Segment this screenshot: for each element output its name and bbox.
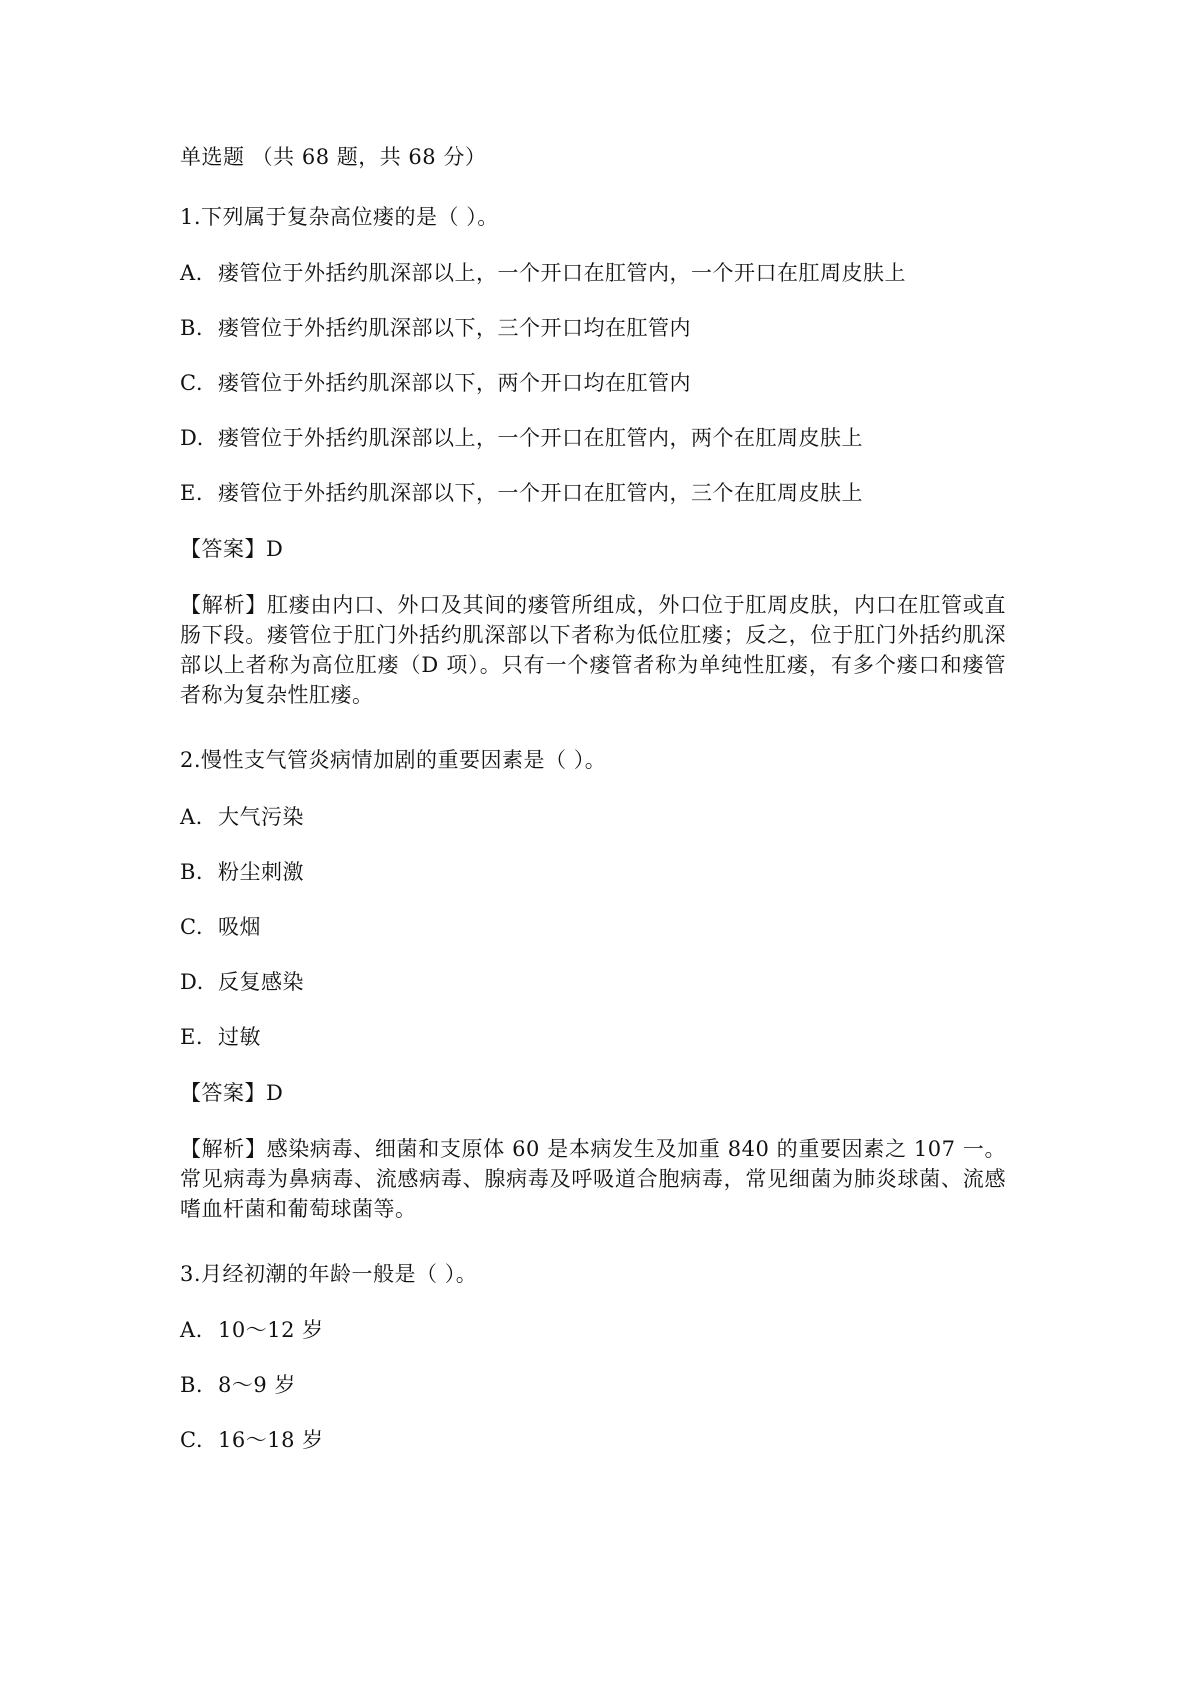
option-row bbox=[180, 857, 304, 887]
answer-line: 【答案】D bbox=[180, 1081, 284, 1105]
option-text: 反复感染 bbox=[218, 970, 304, 994]
option-letter: D. bbox=[180, 426, 204, 450]
option-letter: A. bbox=[180, 1318, 203, 1342]
explanation-paragraph: 【解析】感染病毒、细菌和支原体 60 是本病发生及加重 840 的重要因素之 107 一。常见病毒为鼻病毒、流感病毒、腺病毒及呼吸道合胞病毒，常见细菌为肺炎球菌、流感嗜血杆菌和葡萄球菌等。 bbox=[180, 1137, 1006, 1221]
option-letter: A. bbox=[180, 805, 203, 829]
question-stem: 2.慢性支气管炎病情加剧的重要因素是（ ）。 bbox=[180, 748, 607, 772]
section-heading: 单选题 （共 68 题，共 68 分） bbox=[180, 145, 487, 169]
option-letter: C. bbox=[180, 1428, 203, 1452]
option-row bbox=[180, 967, 304, 997]
option-letter: E. bbox=[180, 481, 204, 505]
option-row bbox=[180, 1370, 296, 1400]
option-letter: A. bbox=[180, 261, 203, 285]
answer-line: 【答案】D bbox=[180, 537, 284, 561]
option-text: 16～18 岁 bbox=[218, 1428, 324, 1452]
option-letter: D. bbox=[180, 970, 204, 994]
option-text: 8～9 岁 bbox=[218, 1373, 296, 1397]
option-row bbox=[180, 1315, 324, 1345]
option-row bbox=[180, 802, 304, 832]
option-row bbox=[180, 478, 863, 508]
option-row bbox=[180, 1425, 324, 1455]
option-text: 10～12 岁 bbox=[218, 1318, 324, 1342]
question-stem: 3.月经初潮的年龄一般是（ ）。 bbox=[180, 1262, 478, 1286]
option-text: 吸烟 bbox=[218, 915, 261, 939]
option-row bbox=[180, 258, 906, 288]
option-text: 瘘管位于外括约肌深部以上，一个开口在肛管内，一个开口在肛周皮肤上 bbox=[218, 261, 906, 285]
option-letter: E. bbox=[180, 1025, 204, 1049]
option-row bbox=[180, 368, 691, 398]
option-text: 大气污染 bbox=[218, 805, 304, 829]
question-stem: 1.下列属于复杂高位瘘的是（ ）。 bbox=[180, 205, 499, 229]
option-row bbox=[180, 423, 863, 453]
option-row bbox=[180, 1022, 261, 1052]
option-text: 粉尘刺激 bbox=[218, 860, 304, 884]
option-letter: C. bbox=[180, 371, 203, 395]
option-text: 瘘管位于外括约肌深部以上，一个开口在肛管内，两个在肛周皮肤上 bbox=[218, 426, 863, 450]
option-letter: B. bbox=[180, 316, 204, 340]
option-row bbox=[180, 313, 691, 343]
option-text: 过敏 bbox=[218, 1025, 261, 1049]
option-text: 瘘管位于外括约肌深部以下，三个开口均在肛管内 bbox=[218, 316, 691, 340]
explanation-paragraph: 【解析】肛瘘由内口、外口及其间的瘘管所组成，外口位于肛周皮肤，内口在肛管或直肠下段。瘘管位于肛门外括约肌深部以下者称为低位肛瘘；反之，位于肛门外括约肌深部以上者称为高位肛瘘（D 项）。只有一个瘘管者称为单纯性肛瘘，有多个瘘口和瘘管者称为复杂性肛瘘。 bbox=[180, 593, 1006, 707]
option-letter: C. bbox=[180, 915, 203, 939]
option-row bbox=[180, 912, 261, 942]
option-letter: B. bbox=[180, 1373, 204, 1397]
option-letter: B. bbox=[180, 860, 204, 884]
option-text: 瘘管位于外括约肌深部以下，两个开口均在肛管内 bbox=[218, 371, 691, 395]
option-text: 瘘管位于外括约肌深部以下，一个开口在肛管内，三个在肛周皮肤上 bbox=[218, 481, 863, 505]
